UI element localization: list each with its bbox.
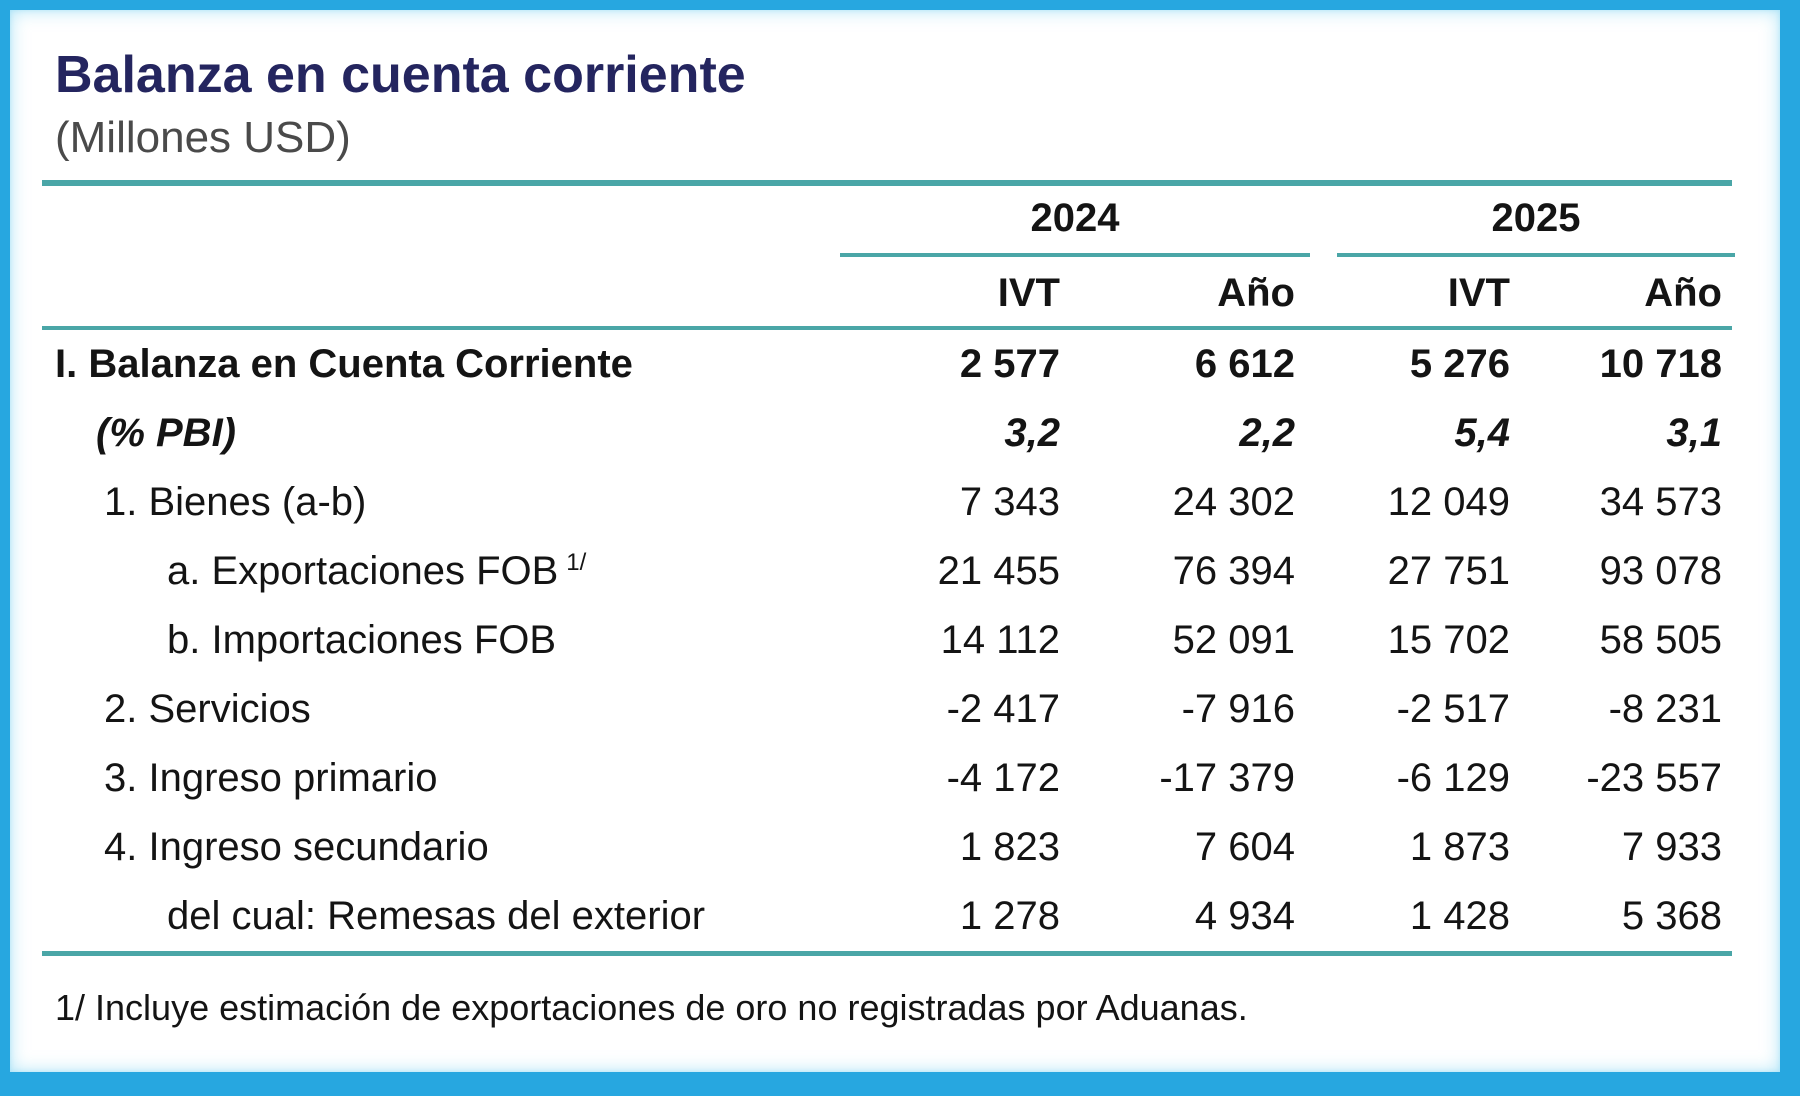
footnote: 1/ Incluye estimación de exportaciones de oro no registradas por Aduanas. bbox=[55, 987, 1248, 1028]
row-value: 5,4 bbox=[1454, 411, 1510, 455]
row-value: 3,1 bbox=[1666, 411, 1722, 455]
row-value: 1 823 bbox=[959, 825, 1060, 869]
row-value: 1 428 bbox=[1409, 894, 1510, 938]
column-header-2024-ivt: IVT bbox=[997, 271, 1060, 315]
row-value: 4 934 bbox=[1194, 894, 1295, 938]
row-label: a. Exportaciones FOB $^{1/}$ bbox=[167, 548, 587, 593]
row-value: 2,2 bbox=[1239, 411, 1295, 455]
table-year-header bbox=[42, 196, 1732, 257]
table-row bbox=[42, 399, 1732, 468]
page-title: Balanza en cuenta corriente bbox=[55, 46, 746, 104]
row-label: 2. Servicios bbox=[104, 687, 311, 731]
row-value: 76 394 bbox=[1172, 549, 1295, 593]
row-value: 5 368 bbox=[1621, 894, 1722, 938]
row-value: 6 612 bbox=[1194, 342, 1295, 386]
row-value: 21 455 bbox=[937, 549, 1060, 593]
footnote-marker: 1/ bbox=[566, 548, 587, 576]
column-header-2024-año: Año bbox=[1217, 271, 1295, 315]
row-value: -23 557 bbox=[1586, 756, 1722, 800]
row-value: -2 517 bbox=[1396, 687, 1510, 731]
row-value: 52 091 bbox=[1172, 618, 1295, 662]
row-value: 34 573 bbox=[1599, 480, 1722, 524]
row-label: (% PBI) bbox=[96, 411, 236, 455]
row-label: 1. Bienes (a-b) bbox=[104, 480, 367, 524]
row-value: 27 751 bbox=[1387, 549, 1510, 593]
row-value: -7 916 bbox=[1181, 687, 1295, 731]
row-value: 58 505 bbox=[1599, 618, 1722, 662]
table-body bbox=[42, 330, 1732, 951]
page-subtitle: (Millones USD) bbox=[55, 113, 351, 162]
row-label: b. Importaciones FOB bbox=[167, 618, 557, 662]
row-value: 7 604 bbox=[1194, 825, 1295, 869]
row-value: -6 129 bbox=[1396, 756, 1510, 800]
row-value: 93 078 bbox=[1599, 549, 1722, 593]
row-value: 10 718 bbox=[1599, 342, 1722, 386]
row-label: del cual: Remesas del exterior bbox=[167, 894, 706, 938]
row-value: 3,2 bbox=[1004, 411, 1060, 455]
table-row bbox=[42, 675, 1732, 744]
row-value: 14 112 bbox=[940, 618, 1060, 662]
row-value: -2 417 bbox=[946, 687, 1060, 731]
row-value: 24 302 bbox=[1172, 480, 1295, 524]
year-header-2024: 2024 bbox=[840, 196, 1310, 257]
row-value: 7 933 bbox=[1621, 825, 1722, 869]
row-value: -4 172 bbox=[946, 756, 1060, 800]
row-value: 1 873 bbox=[1409, 825, 1510, 869]
column-header-2025-año: Año bbox=[1644, 271, 1722, 315]
row-value: 1 278 bbox=[959, 894, 1060, 938]
row-value: 5 276 bbox=[1409, 342, 1510, 386]
table-row bbox=[42, 813, 1732, 882]
row-label: I. Balanza en Cuenta Corriente bbox=[55, 342, 633, 386]
table-row bbox=[42, 537, 1732, 606]
table-column-header bbox=[42, 257, 1732, 326]
row-value: -17 379 bbox=[1159, 756, 1295, 800]
table-row bbox=[42, 882, 1732, 951]
row-value: 15 702 bbox=[1387, 618, 1510, 662]
row-label: 3. Ingreso primario bbox=[104, 756, 438, 800]
title-rule bbox=[42, 180, 1732, 186]
table-row bbox=[42, 606, 1732, 675]
table-row bbox=[42, 330, 1732, 399]
row-value: 12 049 bbox=[1387, 480, 1510, 524]
table-row bbox=[42, 744, 1732, 813]
content bbox=[42, 10, 1732, 1030]
table-bottom-rule bbox=[42, 951, 1732, 956]
row-value: 2 577 bbox=[959, 342, 1060, 386]
row-value: -8 231 bbox=[1608, 687, 1722, 731]
year-header-2025: 2025 bbox=[1337, 196, 1735, 257]
table-row bbox=[42, 468, 1732, 537]
row-value: 7 343 bbox=[959, 480, 1060, 524]
column-header-2025-ivt: IVT bbox=[1447, 271, 1510, 315]
row-label: 4. Ingreso secundario bbox=[104, 825, 489, 869]
